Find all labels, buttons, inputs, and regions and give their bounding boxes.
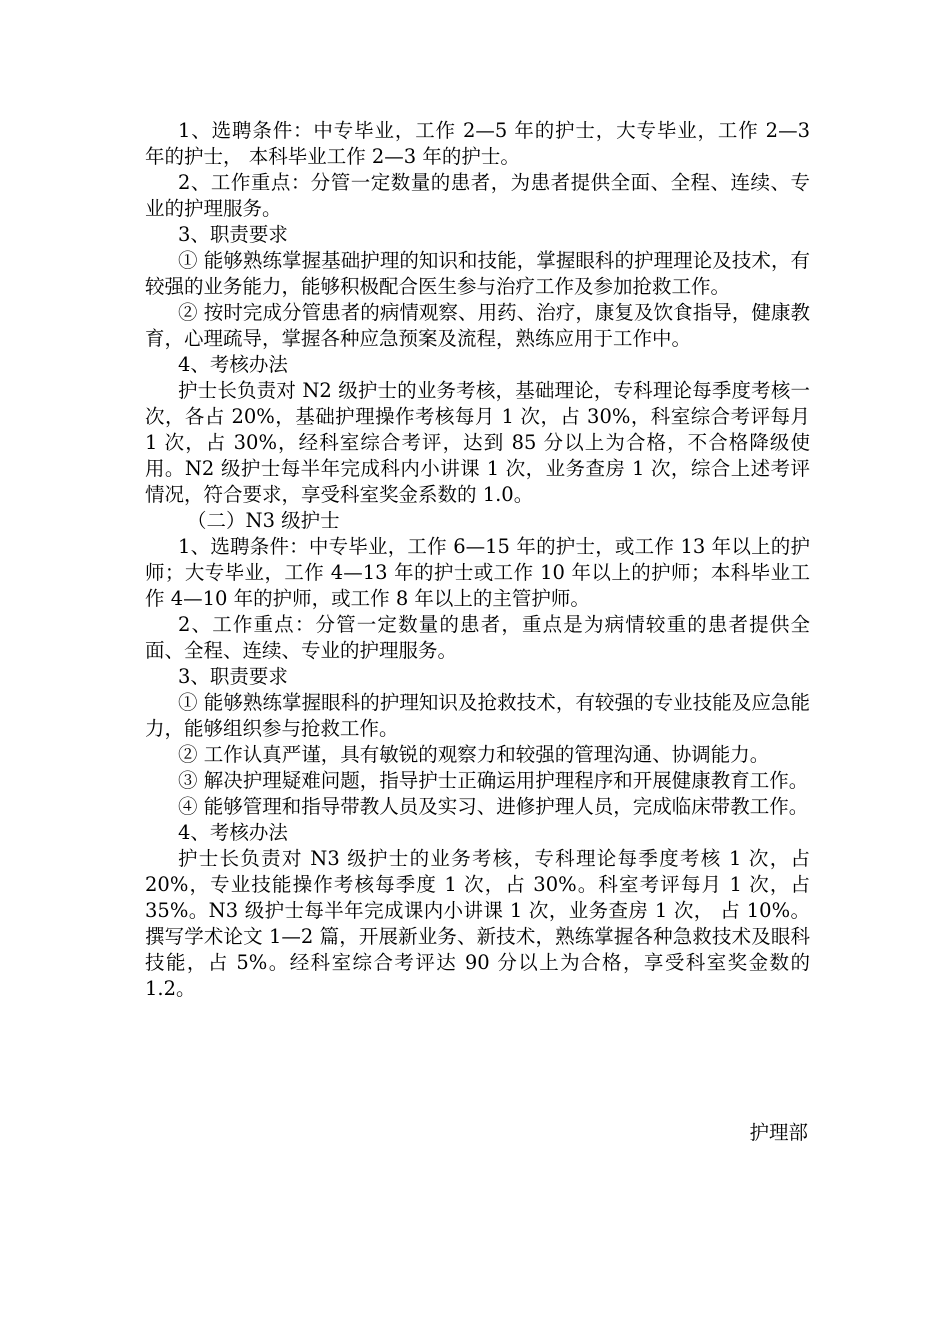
paragraph-n3-duty-3: ③ 解决护理疑难问题，指导护士正确运用护理程序和开展健康教育工作。 — [178, 769, 809, 792]
paragraph-n2-duty-1: ① 能够熟练掌握基础护理的知识和技能，掌握眼科的护理理论及技术，有较强的业务能力，能够积极配合医生参与治疗工作及参加抢救工作。 — [145, 249, 810, 298]
paragraph-n3-selection-criteria: 1、选聘条件：中专毕业，工作 6—15 年的护士，或工作 13 年以上的护师；大专毕业，工作 4—13 年的护士或工作 10 年以上的护师；本科毕业工作 4—10 年的护师，或工作 8 年以上的主管护师。 — [145, 535, 810, 610]
paragraph-n2-assessment: 护士长负责对 N2 级护士的业务考核，基础理论，专科理论每季度考核一次，各占 20%，基础护理操作考核每月 1 次，占 30%，科室综合考评每月 1 次，占 30%，经科室综合考评，达到 85 分以上为合格，不合格降级使用。N2 级护士每半年完成科内小讲课 1 次，业务查房 1 次，综合上述考评情况，符合要求，享受科室奖金系数的 1.0。 — [145, 379, 810, 506]
signature-department: 护理部 — [749, 1121, 808, 1144]
heading-n3-assessment: 4、考核办法 — [178, 821, 288, 844]
paragraph-n3-duty-1: ① 能够熟练掌握眼科的护理知识及抢救技术，有较强的专业技能及应急能力，能够组织参与抢救工作。 — [145, 691, 810, 740]
paragraph-n3-duty-2: ② 工作认真严谨，具有敏锐的观察力和较强的管理沟通、协调能力。 — [178, 743, 770, 766]
paragraph-n3-work-focus: 2、工作重点：分管一定数量的患者，重点是为病情较重的患者提供全面、全程、连续、专业的护理服务。 — [145, 613, 810, 662]
paragraph-n2-selection-criteria: 1、选聘条件：中专毕业，工作 2—5 年的护士，大专毕业，工作 2—3 年的护士， 本科毕业工作 2—3 年的护士。 — [145, 119, 810, 168]
paragraph-n2-duty-2: ② 按时完成分管患者的病情观察、用药、治疗，康复及饮食指导，健康教育，心理疏导，掌握各种应急预案及流程，熟练应用于工作中。 — [145, 301, 810, 350]
document-body — [145, 118, 810, 1002]
section-heading-n3: （二）N3 级护士 — [187, 509, 340, 532]
heading-n2-assessment: 4、考核办法 — [178, 353, 288, 376]
paragraph-n3-duty-4: ④ 能够管理和指导带教人员及实习、进修护理人员，完成临床带教工作。 — [178, 795, 809, 818]
paragraph-n3-assessment: 护士长负责对 N3 级护士的业务考核，专科理论每季度考核 1 次，占 20%，专业技能操作考核每季度 1 次，占 30%。科室考评每月 1 次，占 35%。N3 级护士每半年完成课内小讲课 1 次，业务查房 1 次， 占 10%。撰写学术论文 1—2 篇，开展新业务、新技术，熟练掌握各种急救技术及眼科技能，占 5%。经科室综合考评达 90 分以上为合格，享受科室奖金数的 1.2。 — [145, 847, 810, 1000]
heading-n2-responsibilities: 3、职责要求 — [178, 223, 288, 246]
paragraph-n2-work-focus: 2、工作重点：分管一定数量的患者，为患者提供全面、全程、连续、专业的护理服务。 — [145, 171, 810, 220]
heading-n3-responsibilities: 3、职责要求 — [178, 665, 288, 688]
